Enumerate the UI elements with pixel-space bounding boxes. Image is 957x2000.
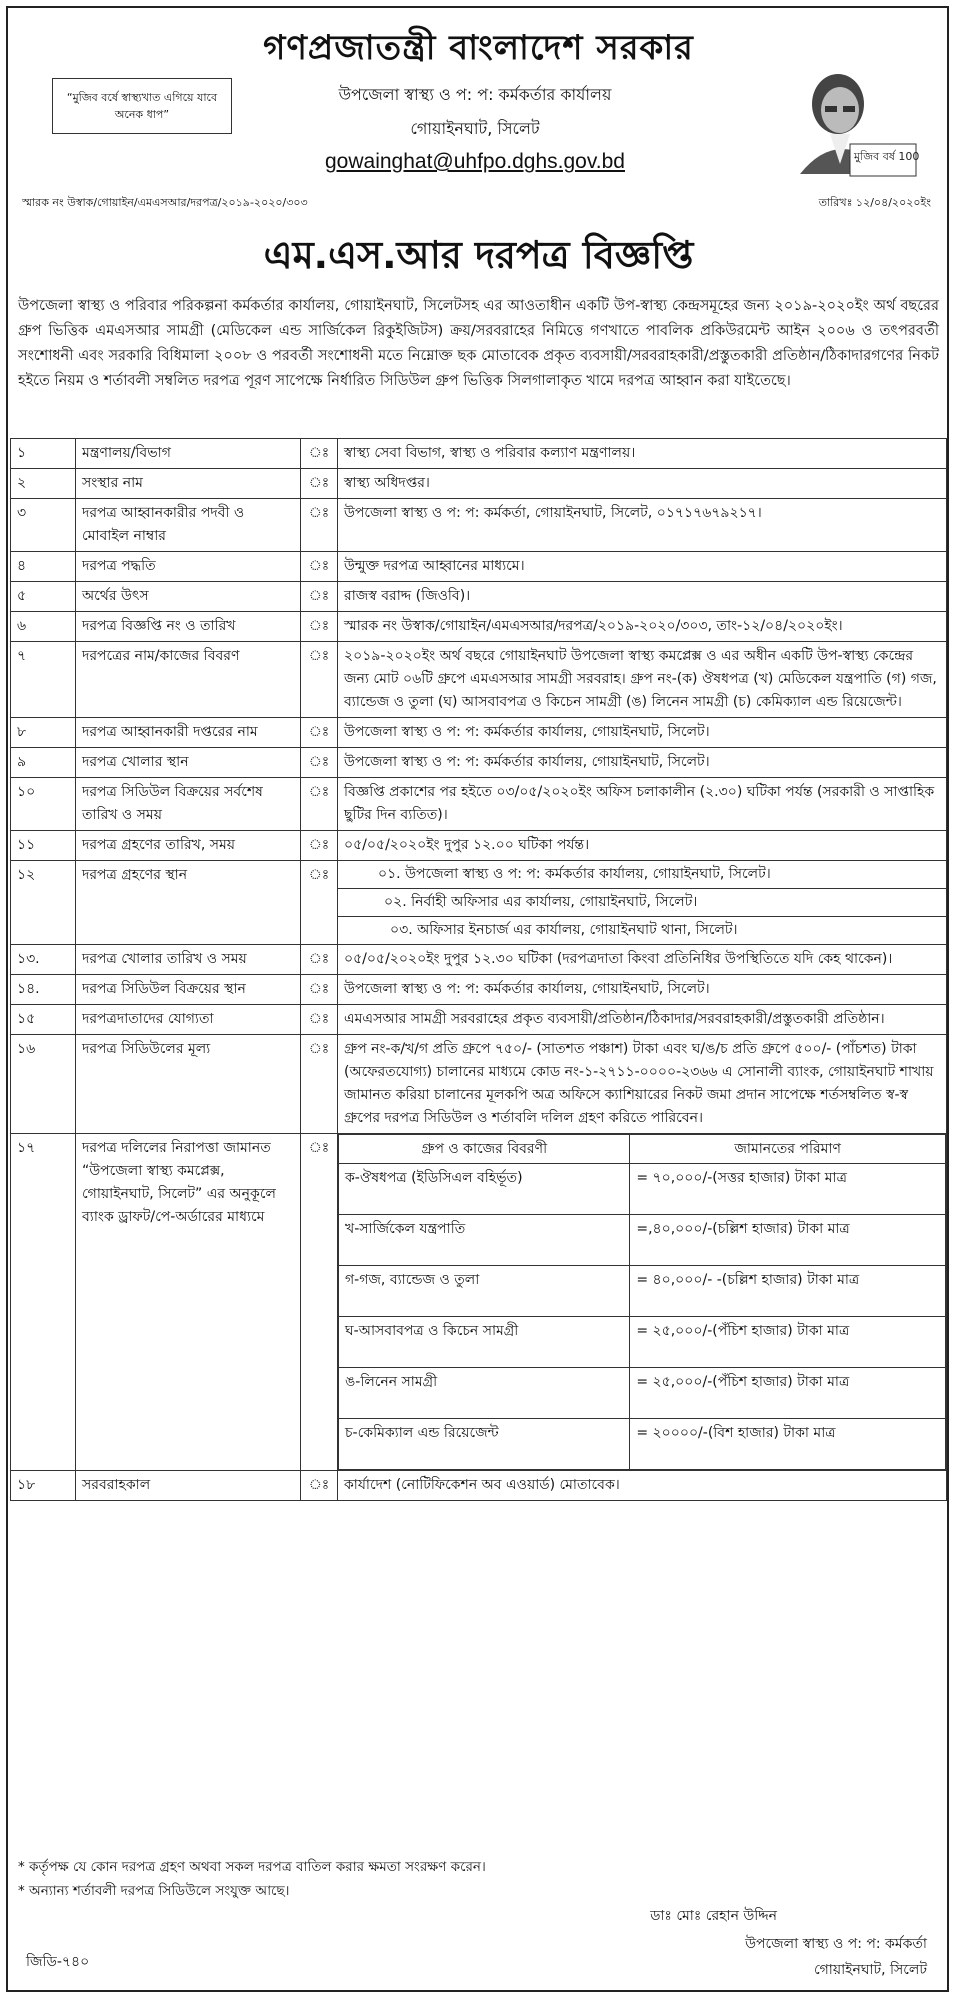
row-item: দরপত্র খোলার স্থান: [76, 748, 301, 778]
security-amount: = ৭০,০০০/-(সত্তর হাজার) টাকা মাত্র: [630, 1164, 946, 1215]
row-item: দরপত্র পদ্ধতি: [76, 552, 301, 582]
security-header: জামানতের পরিমাণ: [630, 1135, 946, 1164]
row-colon: ঃ: [301, 439, 338, 469]
row-number: ৬: [11, 612, 76, 642]
row-colon: ঃ: [301, 748, 338, 778]
row-item: সরবরাহকাল: [76, 1471, 301, 1501]
table-row: [11, 469, 947, 499]
intro-paragraph: উপজেলা স্বাস্থ্য ও পরিবার পরিকল্পনা কর্মকর্তার কার্যালয়, গোয়াইনঘাট, সিলেটসহ এর আওতাধীন একটি উপ-স্বাস্থ্য কেন্দ্রসমূহের জন্য ২০১৯-২০২০ইং অর্থ বছরের গ্রুপ ভিত্তিক এমএসআর সামগ্রী (মেডিকেল এন্ড সার্জিকেল রিকুইজিটস) ক্রয়/সরবরাহের নিমিত্তে গণখাতে পাবলিক প্রকিউরমেন্ট আইন ২০০৬ ও তৎপরবর্তী সংশোধনী এবং সরকারি বিধিমালা ২০০৮ ও পরবর্তী সংশোধনী মতে নিম্নোক্ত ছক মোতাবেক প্রকৃত ব্যবসায়ী/সরবরাহকারী/প্রস্তুতকারী প্রতিষ্ঠান/ঠিকাদারগণের নিকট হইতে নিয়ম ও শর্তাবলী সম্বলিত দরপত্র পূরণ সাপেক্ষে নির্ধারিত সিডিউল গ্রুপ ভিত্তিক সিলগালাকৃত খামে দরপত্র আহ্বান করা যাইতেছে।: [18, 298, 939, 389]
row-value: উপজেলা স্বাস্থ্য ও প: প: কর্মকর্তা, গোয়াইনঘাট, সিলেট, ০১৭১৭৬৭৯২১৭।: [338, 499, 947, 552]
row-item: দরপত্র বিজ্ঞপ্তি নং ও তারিখ: [76, 612, 301, 642]
row-colon: ঃ: [301, 1035, 338, 1134]
row-number: ১৬: [11, 1035, 76, 1134]
table-row: [11, 1134, 947, 1471]
security-header: গ্রুপ ও কাজের বিবরণী: [339, 1135, 630, 1164]
security-amount: = ৪০,০০০/- -(চল্লিশ হাজার) টাকা মাত্র: [630, 1266, 946, 1317]
row-value: গ্রুপ নং-ক/খ/গ প্রতি গ্রুপে ৭৫০/- (সাতশত পঞ্চাশ) টাকা এবং ঘ/ঙ/চ প্রতি গ্রুপে ৫০০/- (পাঁচশত) টাকা (অফেরতযোগ্য) চালানের মাধ্যমে কোড নং-১-২৭১১-০০০০-২৩৬৬ এ সোনালী ব্যাংক, গোয়াইনঘাট শাখায় জামানত করিয়া চালানের মূলকপি অত্র অফিসে ক্যাশিয়ারের নিকট জমা প্রদান সাপেক্ষে শর্তসম্বলিত স্ব-স্ব গ্রুপের দরপত্র সিডিউল ও শর্তাবলি দলিল গ্রহণ করিতে পারিবেন।: [338, 1035, 947, 1134]
mujib-borsho-logo: [770, 64, 920, 180]
notice-title: এম.এস.আর দরপত্র বিজ্ঞপ্তি: [263, 233, 694, 277]
row-item: দরপত্র খোলার তারিখ ও সময়: [76, 945, 301, 975]
row-value: স্মারক নং উস্বাক/গোয়াইন/এমএসআর/দরপত্র/২০১৯-২০২০/৩০৩, তাং-১২/০৪/২০২০ইং।: [338, 612, 947, 642]
submission-places: [338, 861, 947, 945]
row-value: উপজেলা স্বাস্থ্য ও প: প: কর্মকর্তার কার্যালয়, গোয়াইনঘাট, সিলেট।: [338, 975, 947, 1005]
table-row: [11, 1471, 947, 1501]
ad-code: জিডি-৭৪০: [26, 1954, 90, 1970]
submission-place: ০৩. অফিসার ইনচার্জ এর কার্যালয়, গোয়াইনঘাট থানা, সিলেট।: [390, 922, 738, 938]
row-item: দরপত্র সিডিউলের মূল্য: [76, 1035, 301, 1134]
row-colon: ঃ: [301, 642, 338, 718]
row-number: ৭: [11, 642, 76, 718]
row-number: ৫: [11, 582, 76, 612]
submission-place: ০২. নির্বাহী অফিসার এর কার্যালয়, গোয়াইনঘাট, সিলেট।: [338, 889, 946, 917]
security-group: চ-কেমিক্যাল এন্ড রিয়েজেন্ট: [339, 1419, 630, 1470]
row-value: স্বাস্থ্য অধিদপ্তর।: [338, 469, 947, 499]
security-row: [339, 1215, 946, 1266]
security-group: ঘ-আসবাবপত্র ও কিচেন সামগ্রী: [339, 1317, 630, 1368]
footnote-2: * অন্যান্য শর্তাবলী দরপত্র সিডিউলে সংযুক্ত আছে।: [18, 1883, 290, 1899]
table-row: [11, 945, 947, 975]
table-row: [11, 582, 947, 612]
security-table: [338, 1134, 946, 1470]
table-row: [11, 748, 947, 778]
row-number: ১০: [11, 778, 76, 831]
row-value: স্বাস্থ্য সেবা বিভাগ, স্বাস্থ্য ও পরিবার কল্যাণ মন্ত্রণালয়।: [338, 439, 947, 469]
row-number: ৯: [11, 748, 76, 778]
table-row: [11, 831, 947, 861]
row-colon: ঃ: [301, 552, 338, 582]
row-item: দরপত্রদাতাদের যোগ্যতা: [76, 1005, 301, 1035]
row-item: দরপত্র গ্রহণের তারিখ, সময়: [76, 831, 301, 861]
government-title: গণপ্রজাতন্ত্রী বাংলাদেশ সরকার: [263, 28, 694, 68]
security-group: ক-ঔষধপত্র (ইডিসিএল বহির্ভূত): [339, 1164, 630, 1215]
row-value: ০৫/০৫/২০২০ইং দুপুর ১২.৩০ ঘটিকা (দরপত্রদাতা কিংবা প্রতিনিধির উপস্থিতিতে যদি কেহ থাকেন)।: [338, 945, 947, 975]
row-number: ১১: [11, 831, 76, 861]
security-amount: = ২৫,০০০/-(পঁচিশ হাজার) টাকা মাত্র: [630, 1317, 946, 1368]
row-item: দরপত্র আহ্বানকারীর পদবী ও মোবাইল নাম্বার: [76, 499, 301, 552]
row-number: ৩: [11, 499, 76, 552]
row-colon: ঃ: [301, 945, 338, 975]
row-colon: ঃ: [301, 1471, 338, 1501]
security-row: [339, 1164, 946, 1215]
security-amount: = ২০০০০/-(বিশ হাজার) টাকা মাত্র: [630, 1419, 946, 1470]
slogan-box: “মুজিব বর্ষে স্বাস্থ্যখাত এগিয়ে যাবে অনেক ধাপ”: [52, 78, 232, 134]
security-row: [339, 1368, 946, 1419]
footnote-1: * কর্তৃপক্ষ যে কোন দরপত্র গ্রহণ অথবা সকল দরপত্র বাতিল করার ক্ষমতা সংরক্ষণ করেন।: [18, 1859, 486, 1875]
signatory-name: ডাঃ মোঃ রেহান উদ্দিন: [650, 1908, 777, 1924]
row-number: ১৭: [11, 1134, 76, 1471]
table-row: [11, 552, 947, 582]
office-email: gowainghat@uhfpo.dghs.gov.bd: [325, 150, 625, 173]
security-group: খ-সার্জিকেল যন্ত্রপাতি: [339, 1215, 630, 1266]
security-row: [339, 1419, 946, 1470]
row-value: উন্মুক্ত দরপত্র আহ্বানের মাধ্যমে।: [338, 552, 947, 582]
row-colon: ঃ: [301, 469, 338, 499]
row-value: ০৫/০৫/২০২০ইং দুপুর ১২.০০ ঘটিকা পর্যন্ত।: [338, 831, 947, 861]
table-row: [11, 778, 947, 831]
row-colon: ঃ: [301, 1005, 338, 1035]
row-value: কার্যাদেশ (নোটিফিকেশন অব এওয়ার্ড) মোতাবেক।: [338, 1471, 947, 1501]
row-colon: ঃ: [301, 1134, 338, 1471]
row-number: ১: [11, 439, 76, 469]
security-amount: = ২৫,০০০/-(পঁচিশ হাজার) টাকা মাত্র: [630, 1368, 946, 1419]
row-colon: ঃ: [301, 861, 338, 945]
row-value: বিজ্ঞপ্তি প্রকাশের পর হইতে ০৩/০৫/২০২০ইং অফিস চলাকালীন (২.৩০) ঘটিকা পর্যন্ত (সরকারী ও সাপ্তাহিক ছুটির দিন ব্যতিত)।: [338, 778, 947, 831]
row-value: উপজেলা স্বাস্থ্য ও প: প: কর্মকর্তার কার্যালয়, গোয়াইনঘাট, সিলেট।: [338, 748, 947, 778]
notice-date: তারিখঃ ১২/০৪/২০২০ইং: [818, 196, 931, 209]
table-row: [11, 1035, 947, 1134]
row-colon: ঃ: [301, 612, 338, 642]
table-row: [11, 861, 947, 945]
security-row: [339, 1317, 946, 1368]
row-number: ১২: [11, 861, 76, 945]
row-value: এমএসআর সামগ্রী সরবরাহের প্রকৃত ব্যবসায়ী/প্রতিষ্ঠান/ঠিকাদার/সরবরাহকারী/প্রস্তুতকারী প্রতিষ্ঠান।: [338, 1005, 947, 1035]
row-colon: ঃ: [301, 975, 338, 1005]
row-colon: ঃ: [301, 718, 338, 748]
row-item: অর্থের উৎস: [76, 582, 301, 612]
security-table-cell: [338, 1134, 947, 1471]
security-group: গ-গজ, ব্যান্ডেজ ও তুলা: [339, 1266, 630, 1317]
row-colon: ঃ: [301, 778, 338, 831]
office-name: উপজেলা স্বাস্থ্য ও প: প: কর্মকর্তার কার্যালয়: [338, 85, 612, 104]
table-row: [11, 975, 947, 1005]
row-item: দরপত্র সিডিউল বিক্রয়ের সর্বশেষ তারিখ ও সময়: [76, 778, 301, 831]
memo-number: স্মারক নং উস্বাক/গোয়াইন/এমএসআর/দরপত্র/২০১৯-২০২০/৩০৩: [22, 196, 308, 209]
logo-text: মুজিব বর্ষ 100: [854, 150, 920, 163]
table-row: [11, 439, 947, 469]
row-colon: ঃ: [301, 831, 338, 861]
row-item: দরপত্র সিডিউল বিক্রয়ের স্থান: [76, 975, 301, 1005]
row-colon: ঃ: [301, 499, 338, 552]
office-location: গোয়াইনঘাট, সিলেট: [410, 119, 540, 138]
signatory-designation: উপজেলা স্বাস্থ্য ও প: প: কর্মকর্তা: [745, 1936, 927, 1952]
row-item: দরপত্র আহ্বানকারী দপ্তরের নাম: [76, 718, 301, 748]
row-item: মন্ত্রণালয়/বিভাগ: [76, 439, 301, 469]
table-row: [11, 1005, 947, 1035]
row-number: ২: [11, 469, 76, 499]
row-item: দরপত্র গ্রহণের স্থান: [76, 861, 301, 945]
row-number: ৮: [11, 718, 76, 748]
security-group: ঙ-লিনেন সামগ্রী: [339, 1368, 630, 1419]
signatory-place: গোয়াইনঘাট, সিলেট: [813, 1962, 927, 1978]
row-value: ২০১৯-২০২০ইং অর্থ বছরে গোয়াইনঘাট উপজেলা স্বাস্থ্য কমপ্লেক্স ও এর অধীন একটি উপ-স্বাস্থ্য কেন্দ্রের জন্য মোট ০৬টি গ্রুপে এমএসআর সামগ্রী সরবরাহ। গ্রুপ নং-(ক) ঔষধপত্র (খ) মেডিকেল যন্ত্রপাতি (গ) গজ, ব্যান্ডেজ ও তুলা (ঘ) আসবাবপত্র ও কিচেন সামগ্রী (ঙ) লিনেন সামগ্রী (চ) কেমিক্যাল এন্ড রিয়েজেন্ট।: [338, 642, 947, 718]
security-amount: =,৪০,০০০/-(চল্লিশ হাজার) টাকা মাত্র: [630, 1215, 946, 1266]
table-row: [11, 718, 947, 748]
table-row: [11, 499, 947, 552]
table-row: [11, 642, 947, 718]
row-item: সংস্থার নাম: [76, 469, 301, 499]
row-number: ১৫: [11, 1005, 76, 1035]
tender-table: [10, 438, 947, 1501]
row-value: উপজেলা স্বাস্থ্য ও প: প: কর্মকর্তার কার্যালয়, গোয়াইনঘাট, সিলেট।: [338, 718, 947, 748]
table-row: [11, 612, 947, 642]
row-number: ১৪.: [11, 975, 76, 1005]
row-value: রাজস্ব বরাদ্দ (জিওবি)।: [338, 582, 947, 612]
row-item: দরপত্র দলিলের নিরাপত্তা জামানত “উপজেলা স্বাস্থ্য কমপ্লেক্স, গোয়াইনঘাট, সিলেট” এর অনুকূলে ব্যাংক ড্রাফট/পে-অর্ডারের মাধ্যমে: [76, 1134, 301, 1471]
submission-place: ০১. উপজেলা স্বাস্থ্য ও প: প: কর্মকর্তার কার্যালয়, গোয়াইনঘাট, সিলেট।: [338, 861, 946, 889]
row-number: ১৩.: [11, 945, 76, 975]
row-item: দরপত্রের নাম/কাজের বিবরণ: [76, 642, 301, 718]
row-number: ৪: [11, 552, 76, 582]
row-number: ১৮: [11, 1471, 76, 1501]
security-row: [339, 1266, 946, 1317]
row-colon: ঃ: [301, 582, 338, 612]
